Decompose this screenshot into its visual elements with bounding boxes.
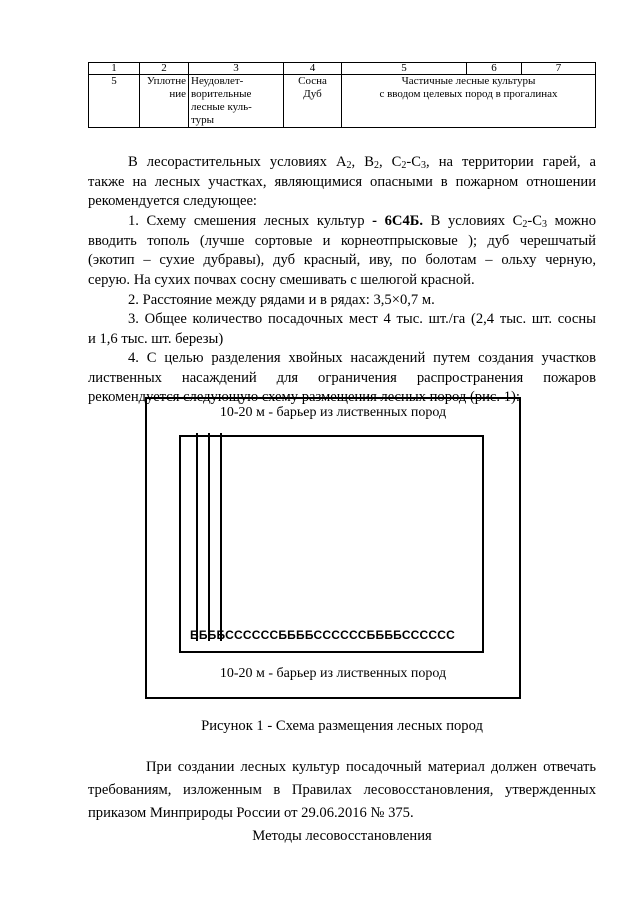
text-line: 4. С целью разделения хвойных насаждений путем создания участков: [128, 350, 596, 366]
text-line: требованиям, изложенным в Правилах лесовосстановления, утвержденных: [88, 782, 596, 798]
text-line: и 1,6 тыс. шт. березы): [88, 331, 224, 347]
method-cell: [140, 75, 189, 128]
mix-scheme-bold: - 6С4Б.: [372, 213, 424, 229]
method-text: Уплотне: [146, 75, 186, 87]
table-header-cell: 3: [189, 63, 284, 75]
table-header-cell: 1: [89, 63, 140, 75]
text-line: приказом Минприроды России от 29.06.2016 № 375.: [88, 805, 414, 821]
subscript: 2: [401, 160, 407, 171]
text-line: рекомендуется следующее:: [88, 193, 257, 209]
row-number-cell: 5: [89, 75, 140, 128]
text-span: , В: [351, 154, 374, 170]
subscript: 2: [346, 160, 352, 171]
text-line: [88, 212, 596, 232]
text-span: -С: [406, 154, 422, 170]
measures-text: Частичные лесные культуры: [401, 75, 536, 87]
text-span: -С: [527, 213, 543, 229]
assessment-cell: [189, 75, 284, 128]
subscript: 2: [522, 219, 528, 230]
scheme-inner-frame: [179, 435, 484, 653]
subscript: 3: [542, 219, 548, 230]
row-sequence-label: ББББССССССББББССССССББББСССССС: [190, 628, 456, 642]
measures-text: с вводом целевых пород в прогалинах: [379, 88, 558, 100]
table-header-row: [89, 63, 596, 75]
table-header-cell: 2: [140, 63, 189, 75]
species-text: Дуб: [303, 88, 322, 100]
text-line: также на лесных участках, являющимися опасными в пожарном отношении: [88, 174, 596, 190]
assessment-text: ворительные: [191, 88, 252, 100]
table-header-cell: 4: [284, 63, 342, 75]
table-header-cell: 7: [522, 63, 596, 75]
text-span: , на территории гарей, а: [426, 154, 596, 170]
method-text: ние: [169, 88, 186, 100]
text-line: вводить тополь (лучше сортовые и корнеотпрысковые ); дуб черешчатый: [88, 233, 596, 249]
assessment-text: туры: [191, 114, 215, 126]
text-span: В условиях С: [423, 213, 523, 229]
row-line: [196, 433, 198, 641]
subscript: 3: [421, 160, 427, 171]
figure-caption: Рисунок 1 - Схема размещения лесных пород: [201, 718, 483, 734]
row-line: [220, 433, 222, 641]
species-cell: [284, 75, 342, 128]
barrier-label-bottom: 10-20 м - барьер из лиственных пород: [219, 666, 447, 681]
text-line: 2. Расстояние между рядами и в рядах: 3,5×0,7 м.: [128, 292, 435, 308]
text-line: лиственных насаждений для ограничения распространения пожаров: [88, 370, 596, 386]
paragraph-conditions: [88, 153, 596, 173]
subscript: 2: [373, 160, 379, 171]
text-line: серую. На сухих почвах сосну смешивать с шелюгой красной.: [88, 272, 475, 288]
text-line: 3. Общее количество посадочных мест 4 тыс. шт./га (2,4 тыс. шт. сосны: [128, 311, 596, 327]
text-line: рекомендуется следующую схему размещения лесных пород (рис. 1):: [88, 389, 520, 405]
text-span: В лесорастительных условиях А: [128, 154, 347, 170]
text-line: При создании лесных культур посадочный материал должен отвечать: [146, 759, 596, 775]
text-line: [88, 153, 596, 173]
text-span: 1. Схему смешения лесных культур: [128, 213, 373, 229]
measures-cell: [342, 75, 596, 128]
table-header-cell: 5: [342, 63, 467, 75]
section-heading: Методы лесовосстановления: [252, 828, 432, 844]
text-line: (экотип – сухие дубравы), дуб красный, иву, по болотам – ольху черную,: [88, 252, 596, 268]
text-span: , С: [378, 154, 402, 170]
text-span: можно: [547, 213, 596, 229]
row-line: [208, 433, 210, 641]
table-row: [89, 75, 596, 128]
barrier-label-top: 10-20 м - барьер из лиственных пород: [219, 405, 447, 420]
table-header-cell: 6: [467, 63, 522, 75]
assessment-text: лесные куль-: [191, 101, 252, 113]
species-text: Сосна: [298, 75, 327, 87]
assessment-text: Неудовлет-: [191, 75, 244, 87]
forest-culture-table: [88, 62, 596, 128]
